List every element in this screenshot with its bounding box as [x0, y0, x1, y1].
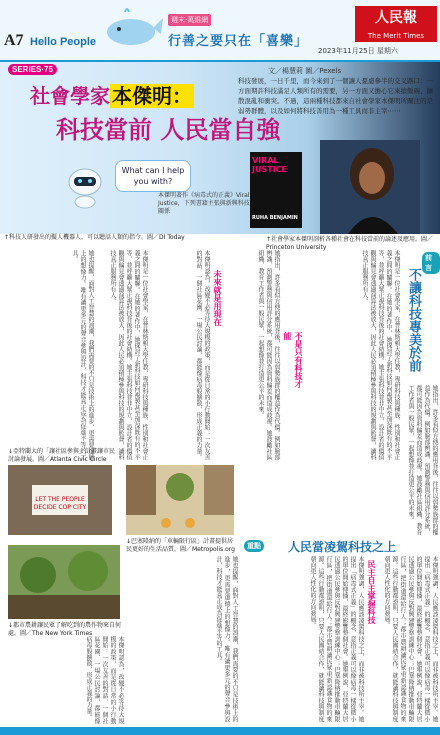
page-number: A7 [4, 32, 24, 49]
ribbon-label: 週末·萬維網 [168, 14, 211, 26]
series-tag: SERIES·75 [8, 64, 57, 75]
section1-body-4: 本傑明是一位社會學家，在普林斯頓大學任教，專研科技與種族、性別和社會正義之間的關聯。在她的著作中，她探討了新科技如何複製甚至加深既有的不平等，並呼籲大眾正視科技背後的社會結構。她主張科技並非中立，設計者的價值觀與偏見會透過演算法被放大，因此人民必須積極參與科技的規劃與監督，讓科技真正服務所有人。 [109, 250, 148, 460]
section1-body: 本傑明是一位社會學家，在普林斯頓大學任教，專研科技與種族、性別和社會正義之間的關聯。在她的著作中，她探討了新科技如何複製甚至加深既有的不平等，並呼籲大眾正視科技背後的社會結構。她主張科技並非中立，設計者的價值觀與偏見會透過演算法被放大，因此人民必須積極參與科技的規劃與監督，讓科技真正服務所有人。 [361, 250, 400, 460]
subhead-a: 不是只有科技才能 [283, 332, 303, 388]
newspaper-logo-en: The Merit Times [355, 30, 437, 42]
headline-part-b: 本傑明： [112, 84, 192, 108]
subhead-b: 未來就是用現在 [213, 270, 222, 326]
street-photo [126, 465, 234, 535]
book-title [252, 156, 300, 223]
headline-line-1 [30, 80, 194, 109]
professor-caption: ↑社會學家本傑明剖析各種社會在科技當前的論述及應用。圖／Princeton University [266, 236, 434, 251]
section1-title: 不讓科技專美於前 [406, 268, 421, 372]
issue-date: 2023年11月25日 星期六 [318, 47, 398, 55]
photo3-caption: ↓都市農耕讓民眾了解吃到的農作物來自何處。圖／The New York Times [8, 622, 122, 637]
section1-body-5: 她也提醒，面對人工智慧的浪潮，我們需要的不只是技術上的進步，更需要道德上的想像力。唯有讓更多元的聲音參與設計，科技才能真正成為促進平等的工具。 [71, 250, 94, 460]
photo2-caption: ↓巴塞隆納的「車輛限行區」計畫提供居民更好的生活品質。圖／Metropolis.org [126, 538, 235, 553]
section2-badge: 重點 [244, 540, 264, 552]
robot-caption: ↑科技人研發出的擬人機器人，可以聽話人類的指令。圖／DI Today [4, 234, 185, 241]
section2-body-cont: 本傑明強調，人民應該凌駕科技之上，而非被科技所主宰。她提出「病毒式正義」的概念，意指正義可以像病毒一樣從微小的單位開始傳播，最終影響整個社會。她舉例說，亞特蘭大居民透過公民參與反對興建警察訓練中心；巴塞隆納推動車輛限行區，把街道還給行人；都市農耕讓民眾重新認識食物的來源。這些行動都證明，只要人民團結合作，就能讓科技與制度朝向更人性化的方向發展。 [383, 556, 438, 722]
byline: 文／楊慧莉 圖／Pexels [268, 67, 342, 75]
section2-body-2: 她也提醒，面對人工智慧的浪潮，我們需要的不只是技術上的進步，更需要道德上的想像力。唯有讓更多元的聲音參與設計，科技才能真正成為促進平等的工具。 [215, 556, 238, 722]
headline-part-a: 社會學家 [30, 84, 110, 108]
book-caption: 本傑明著作《病毒式的正義》Viral Justice，下列書籍主張與新興科技關係 [158, 192, 250, 215]
section-name: Hello People [30, 36, 97, 48]
chat-bubble: What can I help you with? [115, 160, 191, 192]
robot-illustration [60, 160, 110, 210]
svg-text:LET THE PEOPLE: LET THE PEOPLE [35, 496, 85, 503]
professor-photo [320, 140, 420, 234]
section1-body-2: 她指出，許多看似方便的應用背後，往往以弱勢族群的權益作為代價。例如臉部辨識、預測警務與信用評分系統，都可能因為資料偏差而造成歧視。她鼓勵社區組織、教育工作者與一般民眾，一起想像並打造更公平的未來。 [257, 250, 280, 460]
section2-title: 人民當凌駕科技之上 [288, 540, 397, 554]
headline-line-2: 科技當前 人民當自強 [56, 116, 281, 144]
book-title-text: VIRAL JUSTICE [252, 156, 288, 174]
whale-illustration [95, 4, 165, 54]
footer-bar [0, 727, 440, 735]
urban-farm-photo [8, 545, 120, 619]
section2-subhead: 民主自主掌握科技 [367, 560, 376, 624]
section1-body-3: 本傑明認為，改變不必等待大規模的政策，而是從日常的小行動開始：一次友善的對話、一個社區花園、一場公民討論，都能像病毒般擴散，形成正義的力量。 [195, 250, 210, 460]
newspaper-logo: 人民報 [355, 6, 437, 30]
intro-paragraph: 科技發展，一日千里，而今來到了一個讓人憂慮參半的交叉路口：一方面期許科技滿足人類所有的需要，另一方面又擔心它來搶飯碗、擴散混亂和衝突。不過，這兩種科技都來自社會學家本傑明所關注的是弱勢群體，以及如何將科技善用為一種工具而非主宰⋯⋯ [238, 77, 433, 115]
section1-badge: 前言 [422, 252, 440, 274]
protest-photo [8, 465, 112, 535]
section2-body: 本傑明強調，人民應該凌駕科技之上，而非被科技所主宰。她提出「病毒式正義」的概念，意指正義可以像病毒一樣從微小的單位開始傳播，最終影響整個社會。她舉例說，亞特蘭大居民透過公民參與反對興建警察訓練中心；巴塞隆納推動車輛限行區，把街道還給行人；都市農耕讓民眾重新認識食物的來源。這些行動都證明，只要人民團結合作，就能讓科技與制度朝向更人性化的方向發展。 [309, 556, 364, 722]
section2-body-3: 本傑明認為，改變不必等待大規模的政策，而是從日常的小行動開始：一次友善的對話、一個社區花園、一場公民討論，都能像病毒般擴散，形成正義的力量。 [85, 636, 124, 724]
photo1-caption: ↓亞特蘭大的「讓社區參與」計畫讓市民討論發展。圖／Atlanta Civic Circle [8, 448, 116, 463]
header-slogan: 行善之要只在「喜樂」 [168, 34, 309, 49]
svg-text:DECIDE COP CITY: DECIDE COP CITY [33, 504, 87, 511]
section1-body-cont: 她指出，許多看似方便的應用背後，往往以弱勢族群的權益作為代價。例如臉部辨識、預測警務與信用評分系統，都可能因為資料偏差而造成歧視。她鼓勵社區組織、教育工作者與一般民眾，一起想像並打造更公平的未來。 [407, 385, 438, 535]
book-author: RUHA BENJAMIN [252, 215, 298, 221]
